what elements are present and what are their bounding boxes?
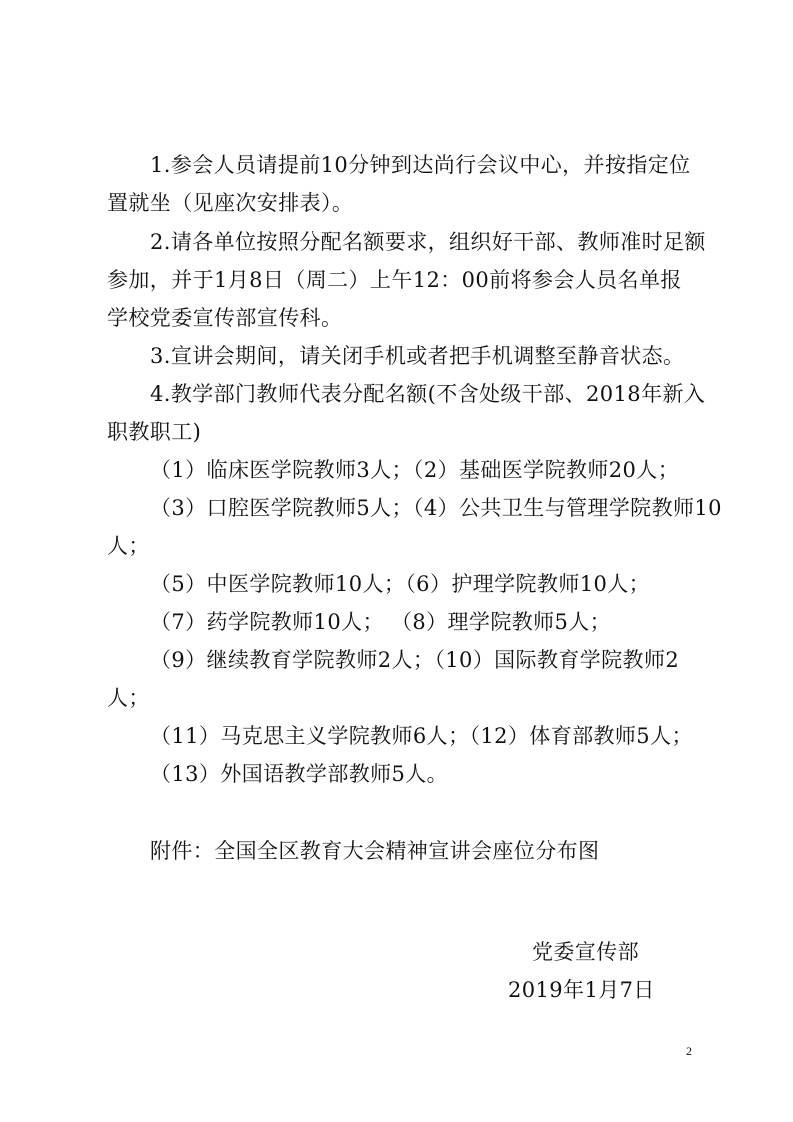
- quota-item: （13）外国语教学部教师5人。: [150, 762, 449, 786]
- notice-paragraph-1-line-1: 1.参会人员请提前10分钟到达尚行会议中心，并按指定位: [150, 153, 691, 177]
- notice-paragraph-3-line-1: 3.宣讲会期间，请关闭手机或者把手机调整至静音状态。: [150, 344, 685, 368]
- quota-item: （1）临床医学院教师3人；（2）基础医学院教师20人；: [150, 458, 680, 482]
- quota-item: （7）药学院教师10人； （8）理学院教师5人；: [150, 610, 612, 634]
- notice-paragraph-2-line-2: 参加，并于1月8日（周二）上午12：00前将参会人员名单报: [107, 268, 682, 292]
- quota-item-continuation: 人；: [107, 534, 150, 558]
- notice-paragraph-1-line-2: 置就坐（见座次安排表）。: [107, 191, 354, 215]
- notice-paragraph-2-line-3: 学校党委宣传部宣传科。: [107, 306, 343, 330]
- quota-item-continuation: 人；: [107, 686, 150, 710]
- quota-item: （9）继续教育学院教师2人；（10）国际教育学院教师2: [150, 648, 680, 672]
- notice-paragraph-2-line-1: 2.请各单位按照分配名额要求，组织好干部、教师准时足额: [150, 230, 706, 254]
- quota-item: （3）口腔医学院教师5人；（4）公共卫生与管理学院教师10: [150, 496, 722, 520]
- notice-paragraph-4-line-2: 职教职工): [107, 420, 202, 444]
- attachment-note: 附件：全国全区教育大会精神宣讲会座位分布图: [150, 839, 600, 863]
- quota-item: （11）马克思主义学院教师6人；（12）体育部教师5人；: [150, 724, 693, 748]
- issuing-department: 党委宣传部: [532, 940, 639, 964]
- notice-paragraph-4-line-1: 4.教学部门教师代表分配名额(不含处级干部、2018年新入: [150, 382, 706, 406]
- page-number: 2: [686, 1044, 692, 1058]
- quota-item: （5）中医学院教师10人；（6）护理学院教师10人；: [150, 572, 651, 596]
- issue-date: 2019年1月7日: [508, 978, 655, 1002]
